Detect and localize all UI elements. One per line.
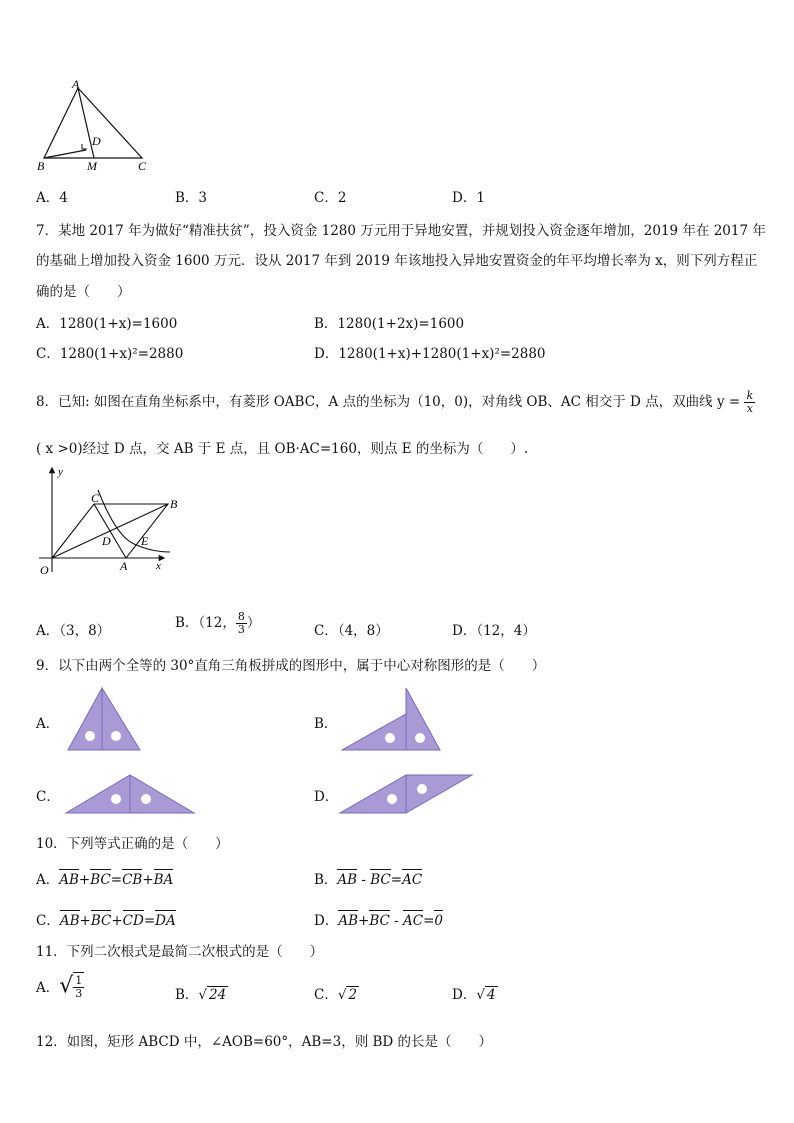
q10-c-label: C． [36,913,60,929]
q8-label-x: x [156,560,161,572]
q8-option-b-suffix: ） [246,615,261,631]
q6-label-d: D [92,134,101,148]
q11-option-c[interactable] [314,983,359,1003]
q8-label-y: y [58,466,63,478]
q9-option-a-figure[interactable] [66,686,144,752]
q9-option-b-figure[interactable] [340,686,444,752]
q10-stem: 10．下列等式正确的是（ ） [36,836,229,852]
q8-label-e: E [141,534,149,548]
q7-stem-line-3: 确的是（ ） [36,284,131,300]
q7-option-d[interactable]: D．1280(1+x)+1280(1+x)²=2880 [314,346,546,362]
q6-label-a: A [72,78,80,91]
q7-stem-line-1: 7．某地 2017 年为做好“精准扶贫”，投入资金 1280 万元用于异地安置，并规划投入资金逐年增加，2019 年在 2017 年 [36,223,766,239]
q9-option-d-figure[interactable] [338,771,478,817]
q7-option-a[interactable]: A．1280(1+x)=1600 [36,316,178,332]
q9-option-a-label[interactable]: A． [36,716,60,732]
q11-option-a[interactable] [36,972,84,1000]
q6-option-b[interactable]: B．3 [175,190,208,206]
q7-stem-line-2: 的基础上增加投入资金 1600 万元．设从 2017 年到 2019 年该地投入异地安置资金的年平均增长率为 x，则下列方程正 [36,253,758,269]
q10-c-op-1: + [79,913,91,929]
q6-label-c: C [138,159,147,173]
q10-a-vec-3: CB [122,872,143,888]
q11-option-d[interactable] [452,983,498,1003]
q10-b-eq: = [390,872,403,888]
q8-option-d[interactable]: D．（12，4） [452,623,536,639]
q10-d-op-1: + [358,913,370,929]
q8-label-b: B [170,497,178,511]
q9-option-d-label[interactable]: D． [314,789,339,805]
q9-option-b-label[interactable]: B． [314,716,338,732]
q10-d-eq: = [423,913,435,929]
q8-option-a[interactable]: A．（3，8） [36,623,111,639]
q11-a-sqrt-icon: √ [59,973,74,999]
q9-option-c-label[interactable]: C． [36,789,60,805]
q11-b-label: B． [175,987,199,1003]
q8-option-b-prefix: B．（12， [175,615,236,631]
q10-c-vec-4: DA [155,913,176,929]
q8-frac-den: x [746,402,753,415]
q10-c-eq: = [143,913,156,929]
q10-a-vec-4: BA [153,872,174,888]
q10-b-vec-3: AC [402,872,423,888]
q8-stem-text: 8．已知: 如图在直角坐标系中，有菱形 OABC，A 点的坐标为（10，0)，对角线 OB、AC 相交于 D 点，双曲线 y = [36,394,741,410]
q11-d-rad: 4 [486,987,496,1003]
q10-c-vec-3: CD [122,913,144,929]
q8-stem-line-1 [36,390,755,415]
q11-a-label: A． [36,980,60,996]
q6-label-m: M [87,159,97,173]
q10-d-vec-1: AB [338,913,358,929]
q11-option-b[interactable] [175,983,228,1003]
q8-label-c: C [91,491,100,505]
q10-option-b[interactable] [314,868,422,888]
q10-a-op-2: + [142,872,154,888]
q11-c-sqrt: √ 2 [337,987,358,1003]
q11-c-label: C． [314,987,338,1003]
q9-option-c-figure[interactable] [64,773,198,815]
q6-triangle-figure [34,78,154,176]
q10-option-d[interactable] [314,909,443,929]
q8-label-a: A [120,559,128,573]
q11-a-fraction [73,972,84,1000]
q8-option-c[interactable]: C．（4，8） [314,623,389,639]
q8-stem-line-2: ( x >0)经过 D 点，交 AB 于 E 点，且 OB·AC=160，则点 E 的坐标为（ ）. [36,441,529,457]
q6-label-b: B [37,159,45,173]
q8-option-b[interactable] [175,611,260,636]
q10-a-eq: = [110,872,123,888]
q12-stem: 12．如图，矩形 ABCD 中，∠AOB=60°，AB=3，则 BD 的长是（ ） [36,1034,493,1050]
q6-option-d[interactable]: D．1 [452,190,485,206]
q11-c-rad: 2 [348,987,358,1003]
q10-a-vec-1: AB [59,872,79,888]
q10-a-vec-2: BC [90,872,111,888]
q10-a-label: A． [36,872,60,888]
q7-option-c[interactable]: C．1280(1+x)²=2880 [36,346,184,362]
q10-d-vec-2: BC [369,913,390,929]
q11-b-sqrt: √ 24 [198,987,227,1003]
q8-option-b-fraction [236,611,247,636]
q8-rhombus-graph [34,462,184,580]
q8-label-o: O [40,563,49,577]
q10-d-label: D． [314,913,339,929]
q11-stem: 11．下列二次根式是最简二次根式的是（ ） [36,944,324,960]
q6-option-a[interactable]: A．4 [36,190,68,206]
q7-option-b[interactable]: B．1280(1+2x)=1600 [314,316,465,332]
q8-k-over-x [744,390,755,415]
q10-option-a[interactable] [36,868,173,888]
q8-frac-num: k [746,389,754,402]
q10-b-label: B． [314,872,338,888]
q11-a-num: 1 [75,974,83,987]
q6-option-c[interactable]: C．2 [314,190,347,206]
q10-d-vec-4: 0 [434,913,443,929]
q10-b-vec-2: BC [370,872,391,888]
q10-d-vec-3: AC [402,913,424,929]
q10-c-vec-1: AB [59,913,80,929]
q10-b-vec-1: AB [337,872,358,888]
q11-d-sqrt: √ 4 [476,987,496,1003]
q10-d-op-2: - [394,913,399,929]
q10-c-op-2: + [111,913,123,929]
q9-stem: 9．以下由两个全等的 30°直角三角板拼成的图形中，属于中心对称图形的是（ ） [36,658,546,674]
q8-option-b-den: 3 [237,623,245,636]
q8-label-d: D [102,534,111,548]
q10-c-vec-2: BC [90,913,112,929]
q10-a-op-1: + [78,872,91,888]
q11-d-label: D． [452,987,477,1003]
q10-option-c[interactable] [36,909,176,929]
q8-option-b-num: 8 [237,610,245,623]
q11-b-rad: 24 [209,987,227,1003]
q10-b-op-1: - [361,872,366,888]
q11-a-den: 3 [75,987,83,1000]
